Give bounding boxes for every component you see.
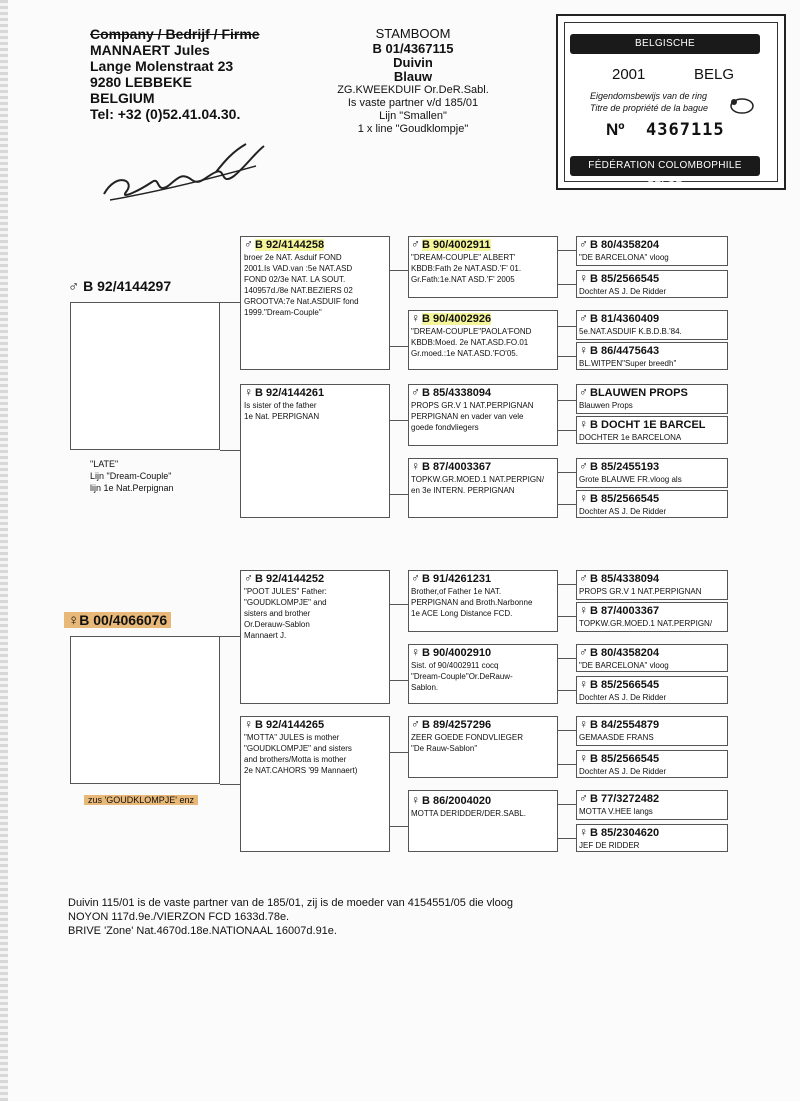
entry-desc: "De Rauw-Sablon" [411,744,478,753]
owner-tel: Tel: +32 (0)52.41.04.30. [90,106,241,122]
entry-id: B 92/4144265 [255,719,325,731]
entry-id: B 90/4002910 [422,647,492,659]
entry-desc: broer 2e NAT. Asduif FOND [244,253,342,262]
entry-id: B 91/4261231 [422,573,492,585]
entry-desc: Sablon. [411,683,439,692]
header-title: STAMBOOM [375,26,451,41]
entry-desc: DOCHTER 1e BARCELONA [579,433,682,442]
pedigree-entry-sdd [411,460,544,496]
entry-id: B 92/4144258 [255,239,325,251]
entry-desc: "MOTTA" JULES is mother [244,733,340,742]
pedigree-entry-ssdd [579,344,676,369]
entry-desc: KBDB:Fath 2e NAT.ASD.'F' 01. [411,264,522,273]
pedigree-entry-ssds [579,312,682,337]
entry-desc: Gr.Fath:1e.NAT ASD.'F' 2005 [411,275,515,284]
female-icon: ♀ [411,459,420,473]
entry-id: B 85/2566545 [590,493,660,505]
female-icon: ♀ [579,677,588,691]
ring-no-label: Nº [606,120,625,139]
male-icon: ♂ [411,385,420,399]
pedigree-entry-sddd [579,492,666,517]
pedigree-entry-ddd [411,794,526,819]
entry-desc: 2e NAT.CAHORS '99 Mannaert) [244,766,358,775]
entry-id: B 85/2304620 [590,827,660,839]
entry-id: B 85/2566545 [590,273,660,285]
entry-id: B 85/2455193 [590,461,660,473]
entry-id: B 77/3272482 [590,793,660,805]
ring-country: BELG [694,66,735,83]
footer-line-2: NOYON 117d.9e./VIERZON FCD 1633d.78e. [68,911,290,923]
pedigree-entry-dsd [411,646,513,693]
entry-desc: "POOT JULES" Father: [244,587,327,596]
entry-desc: Dochter AS J. De Ridder [579,693,667,702]
entry-id: B 84/2554879 [590,719,660,731]
entry-id: B DOCHT 1E BARCEL [590,419,706,431]
pedigree-entry-dssd [579,604,712,629]
footer-line-3: BRIVE 'Zone' Nat.4670d.18e.NATIONAAL 16007d.91e. [68,925,337,937]
sire-note-2: Lijn "Dream-Couple" [90,471,172,481]
pedigree-entry-ssd [411,312,531,359]
entry-desc: "Dream-Couple"Or.DeRauw- [411,672,513,681]
entry-id: B 81/4360409 [590,313,660,325]
header-line-3: Lijn "Smallen" [379,110,447,122]
entry-desc: JEF DE RIDDER [579,841,640,850]
male-icon: ♂ [411,717,420,731]
entry-id: B 86/4475643 [590,345,660,357]
entry-desc: Or.Derauw-Sablon [244,620,310,629]
pedigree-entry-dsss [579,572,702,597]
entry-desc: goede fondvliegers [411,423,479,432]
entry-id: B 85/2566545 [590,753,660,765]
pedigree-entry-dds [411,718,523,754]
entry-id: B 86/2004020 [422,795,492,807]
entry-desc: PROPS GR.V 1 NAT.PERPIGNAN [411,401,534,410]
entry-desc: BL.WITPEN"Super breedh" [579,359,677,368]
female-icon: ♀ [244,385,253,399]
entry-id: B 87/4003367 [422,461,492,473]
entry-id: B 92/4144252 [255,573,325,585]
entry-id: B 80/4358204 [590,239,660,251]
ring-certificate [556,14,786,190]
entry-desc: TOPKW.GR.MOED.1 NAT.PERPIGN/ [411,475,545,484]
entry-desc: and brothers/Motta is mother [244,755,347,764]
pedigree-entry-ddsd [579,752,666,777]
entry-desc: 1e Nat. PERPIGNAN [244,412,320,421]
entry-desc: MOTTA DERIDDER/DER.SABL. [411,809,526,818]
entry-desc: "DREAM-COUPLE"PAOLA'FOND [411,327,532,336]
sire-entry [68,278,171,295]
ring-ownership-text [590,90,708,114]
owner-street: Lange Molenstraat 23 [90,58,234,74]
entry-desc: GEMAASDE FRANS [579,733,654,742]
owner-city: 9280 LEBBEKE [90,74,192,90]
entry-desc: Gr.moed.:1e NAT.ASD.'FO'05. [411,349,518,358]
entry-desc: 1999."Dream-Couple" [244,308,322,317]
entry-desc: "DREAM-COUPLE" ALBERT' [411,253,516,262]
female-icon: ♀ [579,751,588,765]
male-icon: ♂ [579,571,588,585]
female-icon: ♀ [411,645,420,659]
entry-desc: FOND 02/3e NAT. LA SOUT. [244,275,346,284]
ring-year: 2001 [612,66,646,83]
female-icon: ♀ [579,603,588,617]
entry-id: B 85/2566545 [590,679,660,691]
female-icon: ♀ [579,343,588,357]
header-line-1: ZG.KWEEKDUIF Or.DeR.Sabl. [337,84,489,96]
female-icon: ♀ [411,793,420,807]
entry-desc: GROOTVA:7e Nat.ASDUIF fond [244,297,359,306]
pedigree-entry-ssss [579,238,669,263]
sire-id: B 92/4144297 [83,278,172,294]
entry-desc: Dochter AS J. De Ridder [579,507,667,516]
entry-desc: Sist. of 90/4002911 cocq [411,661,499,670]
entry-id: BLAUWEN PROPS [590,387,688,399]
footer-line-1: Duivin 115/01 is de vaste partner van de 185/01, zij is de moeder van 4154551/05 die vloog [68,897,513,909]
entry-id: B 85/4338094 [590,573,660,585]
entry-desc: KBDB:Moed. 2e NAT.ASD.FO.01 [411,338,529,347]
female-icon: ♀ [411,311,420,325]
sire-notes [90,458,174,494]
female-icon: ♀ [68,612,80,629]
dam-photo-box [70,636,220,784]
pedigree-entry-sss [411,238,521,285]
pedigree-entry-sdsd [579,418,706,443]
male-icon: ♂ [579,311,588,325]
ring-line-1: Eigendomsbewijs van de ring [590,91,708,101]
owner-country: BELGIUM [90,90,155,106]
entry-id: B 92/4144261 [255,387,325,399]
sire-note-1: "LATE" [90,459,119,469]
owner-name: MANNAERT Jules [90,42,210,58]
entry-desc: PERPIGNAN en vader van vele [411,412,524,421]
sire-note-3: lijn 1e Nat.Perpignan [90,483,174,493]
entry-desc: Dochter AS J. De Ridder [579,767,667,776]
entry-desc: Is sister of the father [244,401,317,410]
pedigree-entry-ddss [579,718,659,743]
entry-desc: "DE BARCELONA" vloog [579,253,669,262]
entry-desc: "DE BARCELONA" vloog [579,661,669,670]
entry-desc: Dochter AS J. De Ridder [579,287,667,296]
female-icon: ♀ [579,491,588,505]
pedigree-entry-dsds [579,646,669,671]
male-icon: ♂ [579,459,588,473]
pedigree-entry-sds [411,386,534,433]
entry-desc: "GOUDKLOMPJE" and [244,598,327,607]
entry-desc: TOPKW.GR.MOED.1 NAT.PERPIGN/ [579,619,713,628]
female-icon: ♀ [579,271,588,285]
header-sex: Duivin [393,55,433,70]
header-ring: B 01/4367115 [372,41,454,56]
entry-desc: 140957d./8e NAT.BEZIERS 02 [244,286,353,295]
entry-desc: en 3e INTERN. PERPIGNAN [411,486,515,495]
pedigree-entry-sdss [579,386,688,411]
pigeon-emblem-icon [728,94,756,116]
entry-id: B 89/4257296 [422,719,492,731]
pedigree-entry-ss [244,238,359,318]
dam-id: B 00/4066076 [79,612,168,628]
entry-id: B 90/4002926 [422,313,492,325]
pedigree-entry-ds [244,572,327,641]
pedigree-header [318,26,508,136]
entry-desc: MOTTA V.HEE langs [579,807,653,816]
male-icon: ♂ [411,237,420,251]
entry-desc: sisters and brother [244,609,311,618]
entry-id: B 90/4002911 [422,239,491,251]
header-line-4: 1 x line "Goudklompje" [357,123,469,135]
pedigree-entry-sd [244,386,324,422]
entry-desc: 1e ACE Long Distance FCD. [411,609,513,618]
entry-desc: ZEER GOEDE FONDVLIEGER [411,733,524,742]
entry-id: B 85/4338094 [422,387,492,399]
entry-desc: PROPS GR.V 1 NAT.PERPIGNAN [579,587,702,596]
male-icon: ♂ [244,571,253,585]
sire-photo-box [70,302,220,450]
pedigree-entry-dddd [579,826,659,851]
scan-edge [0,0,8,1101]
entry-id: B 80/4358204 [590,647,660,659]
dam-note-1: zus 'GOUDKLOMPJE' enz [84,795,198,805]
dam-notes [84,794,198,806]
owner-block [90,26,260,122]
male-icon: ♂ [579,791,588,805]
dam-entry [64,612,171,629]
entry-id: B 87/4003367 [590,605,660,617]
pedigree-entry-sdds [579,460,682,485]
male-icon: ♂ [244,237,253,251]
header-line-2: Is vaste partner v/d 185/01 [347,97,479,109]
ring-number: 4367115 [646,120,725,140]
female-icon: ♀ [244,717,253,731]
male-icon: ♂ [68,278,80,295]
ring-bottom-banner: FÉDÉRATION COLOMBOPHILE BELGE [570,156,760,176]
entry-desc: Blauwen Props [579,401,633,410]
pedigree-entry-dsdd [579,678,666,703]
pedigree-entry-ddds [579,792,659,817]
female-icon: ♀ [579,825,588,839]
pedigree-entry-dd [244,718,357,776]
entry-desc: Brother,of Father 1e NAT. [411,587,502,596]
male-icon: ♂ [579,385,588,399]
header-color: Blauw [393,69,433,84]
female-icon: ♀ [579,717,588,731]
entry-desc: 5e.NAT.ASDUIF K.B.D.B.'84. [579,327,682,336]
male-icon: ♂ [579,645,588,659]
ring-line-2: Titre de propriété de la bague [590,103,708,113]
company-label: Company / Bedrijf / Firme [90,26,260,42]
male-icon: ♂ [579,237,588,251]
entry-desc: "GOUDKLOMPJE" and sisters [244,744,352,753]
entry-desc: Mannaert J. [244,631,287,640]
female-icon: ♀ [579,417,588,431]
male-icon: ♂ [411,571,420,585]
footer-notes [68,896,513,938]
entry-desc: PERPIGNAN and Broth.Narbonne [411,598,533,607]
pedigree-entry-dss [411,572,532,619]
signature [96,132,276,212]
pedigree-entry-sssd [579,272,666,297]
entry-desc: Grote BLAUWE FR.vloog als [579,475,682,484]
ring-top-banner: BELGISCHE DUIVENLIEFHEBBERSBOND [570,34,760,54]
entry-desc: 2001.Is VAD.van :5e NAT.ASD [244,264,353,273]
